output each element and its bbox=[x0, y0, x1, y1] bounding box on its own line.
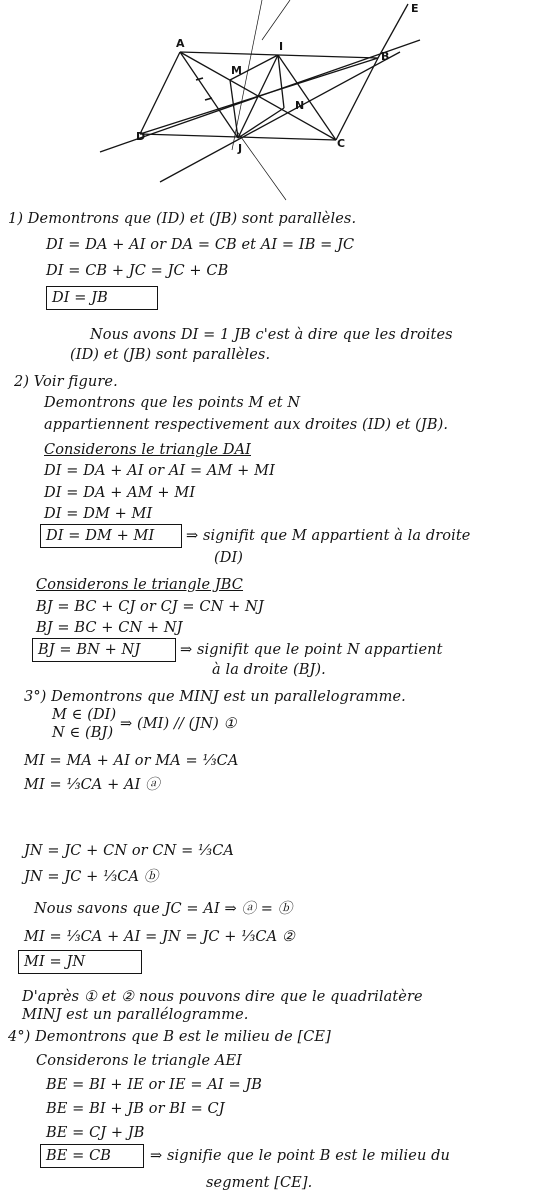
q2-line-2: appartiennent respectivement aux droites (ID) et (JB). bbox=[44, 417, 449, 433]
q2-line-12b: ⇒ signifit que le point N appartient bbox=[180, 642, 443, 658]
q1-line-2: DI = CB + JC = JC + CB bbox=[46, 263, 229, 279]
q4-line-5b: ⇒ signifie que le point B est le milieu du bbox=[150, 1148, 450, 1164]
q2-line-1: Demontrons que les points M et N bbox=[44, 395, 301, 411]
q3-line-7: Nous savons que JC = AI ⇒ ⓐ = ⓑ bbox=[34, 901, 293, 917]
point-label-M: M bbox=[231, 64, 242, 77]
q1-line-3: DI = JB bbox=[52, 290, 108, 306]
q2-line-13: à la droite (BJ). bbox=[212, 662, 326, 678]
q2-line-4: DI = DA + AI or AI = AM + MI bbox=[44, 463, 275, 479]
point-label-B: B bbox=[381, 50, 390, 63]
q4-line-1: Considerons le triangle AEI bbox=[36, 1053, 242, 1069]
point-label-J: J bbox=[238, 142, 243, 155]
q2-line-9: Considerons le triangle JBC bbox=[36, 577, 244, 593]
q3-line-6: JN = JC + ⅓CA ⓑ bbox=[24, 869, 159, 885]
q3-line-11: MINJ est un parallélogramme. bbox=[22, 1007, 249, 1023]
q3-title: 3°) Demontrons que MINJ est un parallelogramme. bbox=[24, 689, 406, 705]
q2-line-8: (DI) bbox=[214, 550, 244, 566]
q2-line-7: DI = DM + MI bbox=[46, 528, 155, 544]
q3-line-8: MI = ⅓CA + AI = JN = JC + ⅓CA ② bbox=[24, 929, 295, 945]
q3-line-3: MI = MA + AI or MA = ⅓CA bbox=[24, 753, 239, 769]
q3-line-2: N ∈ (BJ) bbox=[52, 725, 114, 741]
q3-line-1: M ∈ (DI) bbox=[52, 707, 117, 723]
q1-line-1: DI = DA + AI or DA = CB et AI = IB = JC bbox=[46, 237, 355, 253]
point-label-I: I bbox=[279, 40, 284, 53]
q4-line-2: BE = BI + IE or IE = AI = JB bbox=[46, 1077, 263, 1093]
q3-line-2b: ⇒ (MI) // (JN) ① bbox=[120, 716, 237, 732]
q2-line-11: BJ = BC + CN + NJ bbox=[36, 620, 183, 636]
q2-line-7b: ⇒ signifit que M appartient à la droite bbox=[186, 528, 471, 544]
construction-line-3 bbox=[262, 0, 290, 40]
diagonal-DB bbox=[140, 58, 378, 134]
segment-MJ bbox=[230, 80, 238, 138]
q3-line-10: D'après ① et ② nous pouvons dire que le quadrilatère bbox=[22, 989, 423, 1005]
segment-DA bbox=[140, 52, 180, 134]
q3-line-5: JN = JC + CN or CN = ⅓CA bbox=[24, 843, 234, 859]
q3-line-9: MI = JN bbox=[24, 954, 86, 970]
segment-BC bbox=[336, 58, 378, 140]
q1-line-4: Nous avons DI = 1 JB c'est à dire que les droites bbox=[90, 327, 453, 343]
q4-line-6: segment [CE]. bbox=[206, 1175, 313, 1191]
q4-line-3: BE = BI + JB or BI = CJ bbox=[46, 1101, 225, 1117]
q2-title: 2) Voir figure. bbox=[14, 374, 118, 390]
q2-line-6: DI = DM + MI bbox=[44, 506, 153, 522]
q2-line-3: Considerons le triangle DAI bbox=[44, 442, 251, 458]
point-label-A: A bbox=[176, 37, 185, 50]
tick-mark-2 bbox=[205, 98, 212, 100]
q4-title: 4°) Demontrons que B est le milieu de [CE] bbox=[8, 1029, 331, 1045]
q3-line-4: MI = ⅓CA + AI ⓐ bbox=[24, 777, 160, 793]
q1-title: 1) Demontrons que (ID) et (JB) sont parallèles. bbox=[8, 211, 357, 227]
point-label-C: C bbox=[337, 137, 346, 150]
point-label-N: N bbox=[295, 99, 305, 112]
segment-AJ bbox=[180, 52, 238, 138]
q1-line-5: (ID) et (JB) sont parallèles. bbox=[70, 347, 271, 363]
point-label-E: E bbox=[411, 2, 419, 15]
point-label-D: D bbox=[136, 130, 146, 143]
geometry-figure bbox=[0, 0, 535, 205]
q2-line-5: DI = DA + AM + MI bbox=[44, 485, 196, 501]
q2-line-10: BJ = BC + CJ or CJ = CN + NJ bbox=[36, 599, 264, 615]
segment-IC bbox=[278, 55, 336, 140]
construction-line-2 bbox=[236, 130, 286, 200]
q4-line-5: BE = CB bbox=[46, 1148, 112, 1164]
q4-line-4: BE = CJ + JB bbox=[46, 1125, 145, 1141]
q2-line-12: BJ = BN + NJ bbox=[38, 642, 141, 658]
